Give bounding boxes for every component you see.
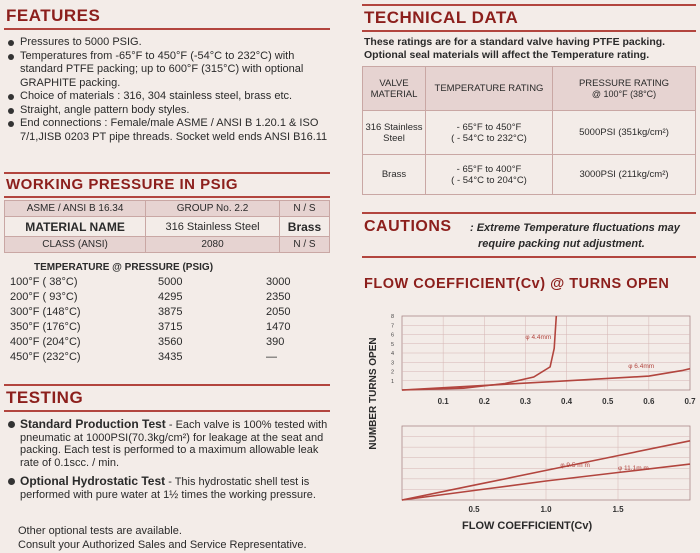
y-tick-label: 4 xyxy=(390,351,394,357)
y-tick-label: 6 xyxy=(390,332,394,339)
series-line xyxy=(402,369,690,390)
flow-chart xyxy=(380,298,696,516)
feature-item: Temperatures from -65°F to 450°F (-54°C to 232°C) with standard PTFE packing; up to 600°F (315°C) with optional GRAPHITE packing. xyxy=(6,50,328,91)
cautions-title: CAUTIONS xyxy=(364,218,452,235)
bullet-icon xyxy=(8,421,15,428)
bullet-icon xyxy=(8,478,15,485)
feature-item: Straight, angle pattern body styles. xyxy=(6,104,328,118)
material-cell: 316 Stainless Steel xyxy=(363,111,426,155)
test-item xyxy=(6,475,330,501)
y-axis-label-wrap xyxy=(366,298,380,498)
x-tick-label: 1.5 xyxy=(612,505,624,514)
series-label: φ 9.5 m m xyxy=(560,462,590,470)
cautions-text-2: require packing nut adjustment. xyxy=(478,238,645,250)
table-row: 200°F ( 93°C) 4295 2350 xyxy=(10,291,291,303)
x-tick-label: 0.3 xyxy=(519,397,531,406)
test-body: - Each valve is 100% tested with pneumatic at 1000PSI(70.3kg/cm²) for leakage at the seat and packing. Each test is performed to a maximum allowable leak rate of 0.1scc. / min. xyxy=(20,419,328,469)
technical-intro-1: These ratings are for a standard valve having PTFE packing. xyxy=(364,36,666,48)
x-tick-label: 0.2 xyxy=(478,397,490,406)
technical-table xyxy=(362,66,696,195)
y-axis-label: NUMBER TURNS OPEN xyxy=(368,337,379,450)
class-label: CLASS (ANSI) xyxy=(5,237,146,253)
col-header: TEMPERATURE RATING xyxy=(426,67,553,111)
temp-pressure-subheader: TEMPERATURE @ PRESSURE (PSIG) xyxy=(34,262,214,273)
material-cell: Brass xyxy=(279,217,329,237)
working-pressure-title: WORKING PRESSURE IN PSIG xyxy=(6,176,239,193)
chart-title: FLOW COEFFICIENT(Cv) @ TURNS OPEN xyxy=(364,276,670,292)
features-title: FEATURES xyxy=(6,6,101,25)
class-cell: 2080 xyxy=(146,237,280,253)
material-cell: 316 Stainless Steel xyxy=(146,217,280,237)
col-header: VALVE MATERIAL xyxy=(363,67,426,111)
testing-note-2: Consult your Authorized Sales and Service Representative. xyxy=(18,539,307,551)
pressure-cell: 3000PSI (211kg/cm²) xyxy=(553,155,696,195)
test-body: - This hydrostatic shell test is performed with pure water at 1½ times the working pressure. xyxy=(20,476,316,501)
feature-item: Pressures to 5000 PSIG. xyxy=(6,36,328,50)
y-tick-label: 3 xyxy=(390,360,394,367)
x-tick-label: 0.5 xyxy=(602,397,614,406)
y-tick-label: 8 xyxy=(390,314,394,320)
x-tick-label: 0.7 xyxy=(684,397,696,406)
x-tick-label: 0.5 xyxy=(468,505,480,514)
table-row: 350°F (176°C) 3715 1470 xyxy=(10,321,291,333)
x-tick-label: 1.0 xyxy=(540,505,552,514)
material-label: MATERIAL NAME xyxy=(5,217,146,237)
temp-cell: - 65°F to 450°F ( - 54°C to 232°C) xyxy=(426,111,553,155)
header-cell: GROUP No. 2.2 xyxy=(146,201,280,217)
x-tick-label: 0.1 xyxy=(437,397,449,406)
series-label: φ 6.4mm xyxy=(628,362,655,370)
x-axis-label: FLOW COEFFICIENT(Cv) xyxy=(462,520,593,532)
features-list xyxy=(6,36,328,144)
header-cell: ASME / ANSI B 16.34 xyxy=(5,201,146,217)
test-item xyxy=(6,418,330,469)
col-header: PRESSURE RATING @ 100°F (38°C) xyxy=(553,67,696,111)
y-tick-label: 1 xyxy=(390,378,394,385)
x-tick-label: 0.6 xyxy=(643,397,655,406)
table-row: 300°F (148°C) 3875 2050 xyxy=(10,306,291,318)
feature-item: Choice of materials : 316, 304 stainless steel, brass etc. xyxy=(6,90,328,104)
y-tick-label: 2 xyxy=(390,369,394,376)
testing-note-1: Other optional tests are available. xyxy=(18,525,182,537)
table-row: 450°F (232°C) 3435 — xyxy=(10,351,277,363)
table-row: 400°F (204°C) 3560 390 xyxy=(10,336,285,348)
header-cell: N / S xyxy=(279,201,329,217)
cautions-text-1: : Extreme Temperature fluctuations may xyxy=(470,222,680,234)
y-tick-label: 7 xyxy=(390,323,394,330)
working-pressure-header-table xyxy=(4,200,330,253)
temp-cell: - 65°F to 400°F ( - 54°C to 204°C) xyxy=(426,155,553,195)
testing-title: TESTING xyxy=(6,388,84,407)
pressure-cell: 5000PSI (351kg/cm²) xyxy=(553,111,696,155)
series-label: φ 11.1m m xyxy=(618,464,649,472)
test-head: Standard Production Test xyxy=(20,417,166,431)
testing-list xyxy=(6,418,330,501)
series-label: φ 4.4mm xyxy=(525,334,552,342)
pressure-rows xyxy=(4,276,330,366)
material-cell: Brass xyxy=(363,155,426,195)
class-cell: N / S xyxy=(279,237,329,253)
technical-title: TECHNICAL DATA xyxy=(364,8,519,27)
y-tick-label: 5 xyxy=(390,341,394,348)
x-tick-label: 0.4 xyxy=(561,397,573,406)
test-head: Optional Hydrostatic Test xyxy=(20,474,166,488)
feature-item: End connections : Female/male ASME / ANSI B 1.20.1 & ISO 7/1,JISB 0203 PT pipe threads. Socket weld ends ANSI B16.11 xyxy=(6,117,328,144)
table-row: 100°F ( 38°C) 5000 3000 xyxy=(10,276,291,288)
technical-intro-2: Optional seal materials will affect the Temperature rating. xyxy=(364,49,650,61)
